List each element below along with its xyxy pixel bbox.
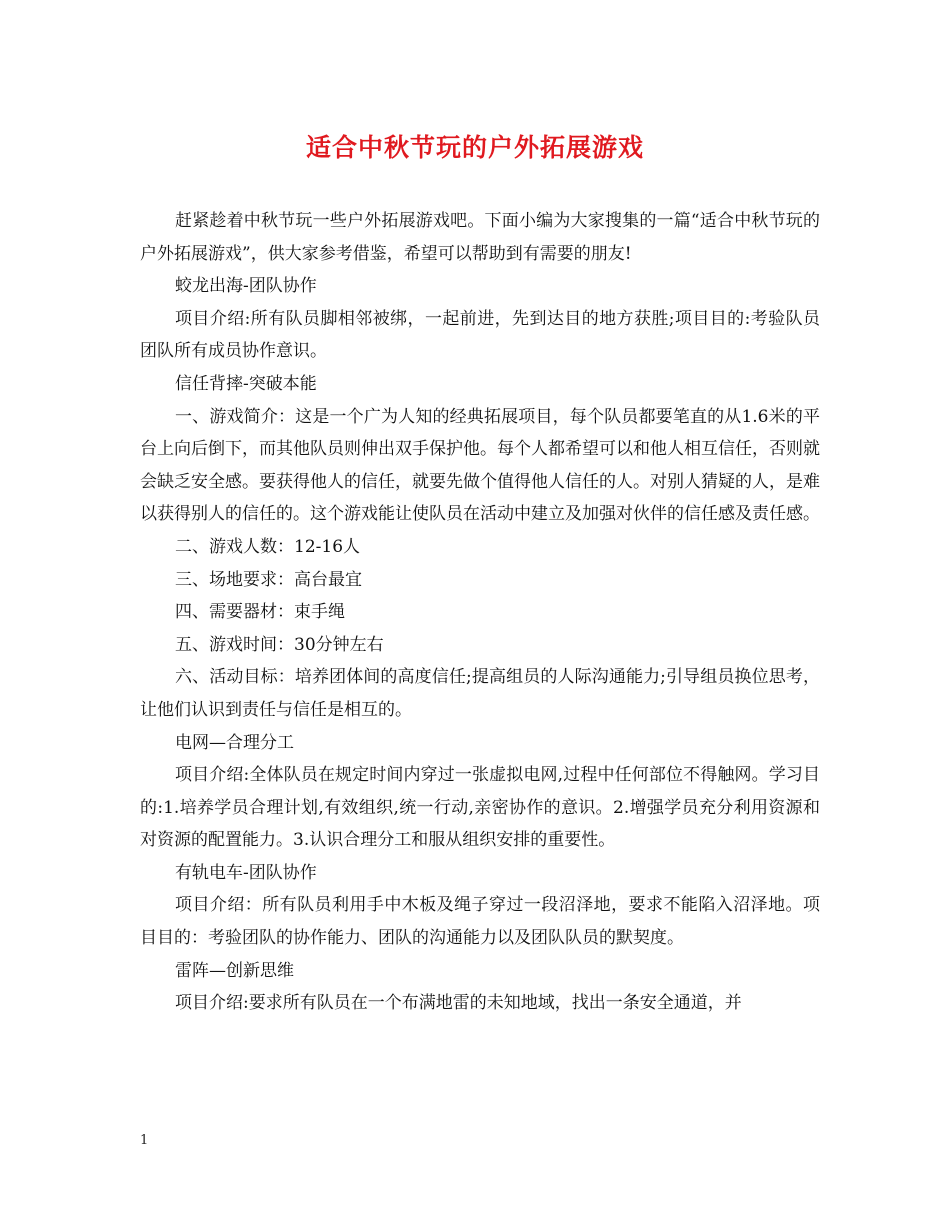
page-number: 1 — [140, 1133, 149, 1148]
section-heading: 有轨电车-团队协作 — [175, 862, 317, 883]
section-heading: 信任背摔-突破本能 — [175, 373, 317, 394]
list-item: 六、活动目标：培养团体间的高度信任;提高组员的人际沟通能力;引导组员换位思考，让他们认识到责任与信任是相互的。 — [140, 667, 820, 720]
section-heading: 蛟龙出海-团队协作 — [175, 276, 317, 297]
list-item: 四、需要器材：束手绳 — [175, 602, 345, 623]
paragraph: 项目介绍:所有队员脚相邻被绑，一起前进，先到达目的地方获胜;项目目的:考验队员团队所有成员协作意识。 — [140, 308, 820, 362]
paragraph: 项目介绍:要求所有队员在一个布满地雷的未知地域，找出一条安全通道，并 — [175, 993, 742, 1014]
section-heading: 电网—合理分工 — [175, 732, 294, 753]
list-item: 三、场地要求：高台最宜 — [175, 569, 362, 590]
document-title: 适合中秋节玩的户外拓展游戏 — [305, 133, 644, 162]
list-item: 二、游戏人数：12-16人 — [175, 536, 361, 557]
paragraph: 项目介绍:全体队员在规定时间内穿过一张虚拟电网,过程中任何部位不得触网。学习目的:1.培养学员合理计划,有效组织,统一行动,亲密协作的意识。2.增强学员充分利用资源和对资源的配置能力。3.认识合理分工和服从组织安排的重要性。 — [140, 765, 820, 851]
section-heading: 雷阵—创新思维 — [175, 960, 294, 981]
document-body — [140, 205, 820, 1020]
intro-paragraph: 赶紧趁着中秋节玩一些户外拓展游戏吧。下面小编为大家搜集的一篇“适合中秋节玩的户外拓展游戏”，供大家参考借鉴，希望可以帮助到有需要的朋友! — [140, 211, 820, 264]
paragraph: 项目介绍：所有队员利用手中木板及绳子穿过一段沼泽地，要求不能陷入沼泽地。项目目的：考验团队的协作能力、团队的沟通能力以及团队队员的默契度。 — [140, 895, 820, 949]
list-item: 五、游戏时间：30分钟左右 — [175, 634, 384, 655]
paragraph: 一、游戏简介：这是一个广为人知的经典拓展项目，每个队员都要笔直的从1.6米的平台上向后倒下，而其他队员则伸出双手保护他。每个人都希望可以和他人相互信任，否则就会缺乏安全感。要获得他人的信任，就要先做个值得他人信任的人。对别人猜疑的人，是难以获得别人的信任的。这个游戏能让使队员在活动中建立及加强对伙伴的信任感及责任感。 — [140, 406, 820, 525]
